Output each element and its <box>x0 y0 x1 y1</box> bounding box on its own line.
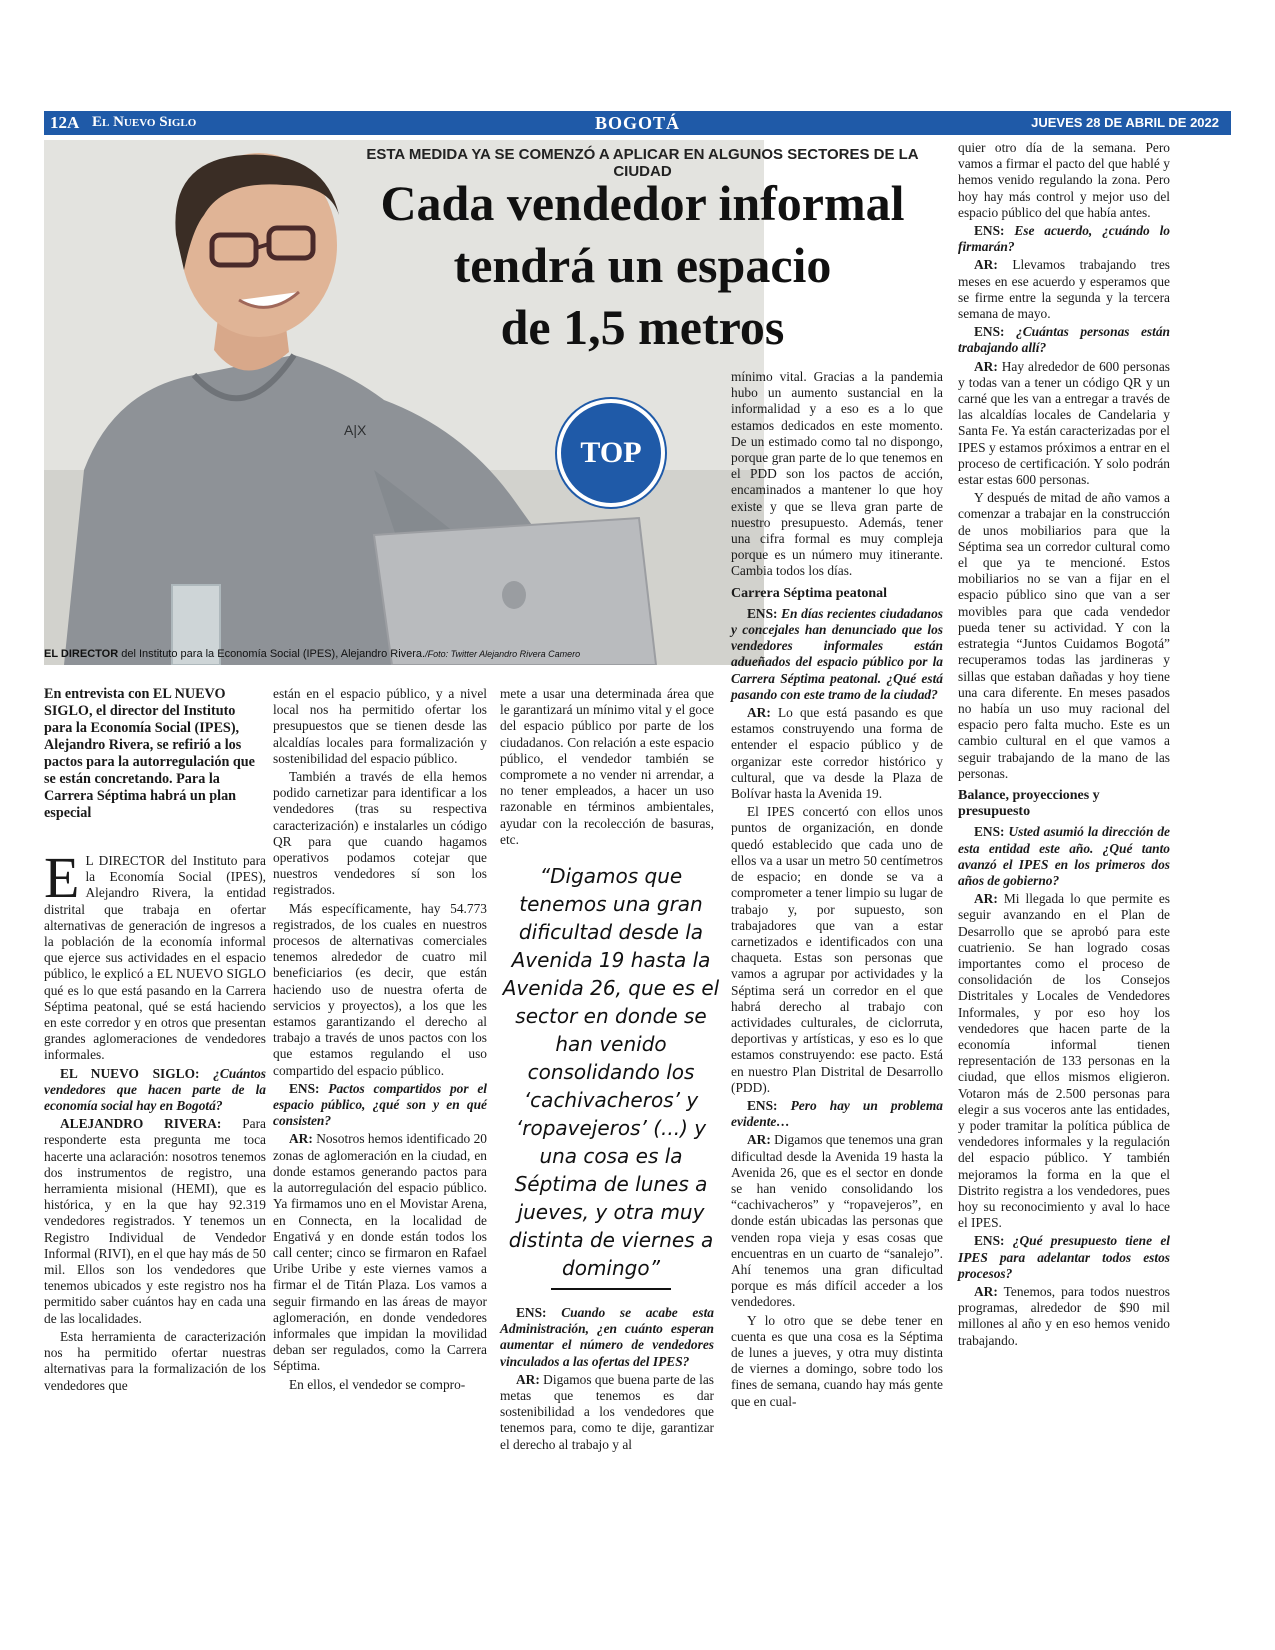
pull-quote: “Digamos que tenemos una gran dificultad desde la Avenida 19 hasta la Avenida 26, que es el sector en donde se han venido consolidando los ‘cachivacheros’ y ‘ropavejeros’ (...) y una cosa es la Séptima de lunes a jueves, y otra muy distinta de viernes a domingo” <box>502 864 720 1280</box>
question: EL NUEVO SIGLO: ¿Cuántos vendedores que hacen parte de la economía social hay en Bogotá? <box>44 1065 266 1114</box>
answer: AR: Nosotros hemos identificado 20 zonas de aglomeración en la ciudad, en donde estamos generando pactos para la autorregulación del espacio público. Ya firmamos uno en el Movistar Arena, en Connecta, en la localidad de Engativá y en donde están todos los call center; cinco se firmaron en Rafael Uribe Uribe y este viernes vamos a firmar el de Titán Plaza. Los vamos a seguir firmando en las áreas de mayor aglomeración, en donde vendedores informales que impidan la movilidad deban ser regulados, como la Carrera Séptima. <box>273 1131 487 1374</box>
paragraph: Y después de mitad de año vamos a comenzar a trabajar en la construcción de unos mobiliarios para que la Séptima sea un corredor cultural como el que ya te mencioné. Estos mobiliarios no se van a fijar en el espacio público sino que van a ser movibles para que cada vendedor pueda tener su actividad. Y con la estrategia “Juntos Cuidamos Bogotá” recuperamos todas las jardineras y sillas que estaban dañadas y hoy tiene una cara diferente. En meses pasados no había un uso muy racional del espacio pero falta mucho. Este es un cambio cultural en el que vamos a seguir trabajando de la mano de las personas. <box>958 490 1170 781</box>
answer: AR: Tenemos, para todos nuestros programas, alrededor de $90 mil millones al año y en eso hemos venido trabajando. <box>958 1284 1170 1348</box>
subheading: Carrera Séptima peatonal <box>731 585 888 601</box>
section-title: BOGOTÁ <box>594 113 680 133</box>
answer: ALEJANDRO RIVERA: Para responderte esta pregunta me toca hacerte una aclaración: nosotros tenemos dos instrumentos de registro, una herramienta misional (HEMI), que es histórica, y en la que hay 92.319 vendedores registrados. Y tenemos un Registro Individual de Vendedor Informal (RIVI), en el que hay más de 50 mil. Ellos son los vendedores que tenemos ubicados y este registro nos ha permitido saber cuántos hay en cada una de las localidades. <box>44 1116 266 1326</box>
caption-credit: /Foto: Twitter Alejandro Rivera Camero <box>425 649 581 659</box>
newspaper-name: El Nuevo Siglo <box>92 114 197 130</box>
headline-line-2: tendrá un espacio <box>453 237 832 293</box>
question: ENS: Pactos compartidos por el espacio público, ¿qué son y en qué consisten? <box>273 1080 487 1129</box>
question: ENS: ¿Qué presupuesto tiene el IPES para adelantar todos estos procesos? <box>958 1233 1170 1281</box>
paragraph: Y lo otro que se debe tener en cuenta es que una cosa es la Séptima de lunes a jueves, y otra muy distinta de viernes a domingo, sobre todo los fines de semana, cuando hay más gente que en cual- <box>731 1312 943 1409</box>
question: ENS: Usted asumió la dirección de esta entidad este año. ¿Qué tanto avanzó el IPES en los primeros dos años de gobierno? <box>958 824 1170 888</box>
column-3-bottom <box>500 1305 714 1455</box>
drop-cap: E <box>44 845 80 910</box>
answer: AR: Hay alrededor de 600 personas y todas van a tener un código QR y un carné que les van a entregar a través de las alcaldías locales de Candelaria y Santa Fe. Ya están caracterizadas por el IPES y estamos próximos a entrar en el proceso de certificación. Y solo podrán estar estas 600 personas. <box>958 358 1170 488</box>
headline-line-3: de 1,5 metros <box>500 299 785 355</box>
pull-quote-rule <box>551 1288 671 1290</box>
question: ENS: Pero hay un problema evidente… <box>731 1097 943 1130</box>
column-1 <box>44 845 266 1396</box>
paragraph: mínimo vital. Gracias a la pandemia hubo un aumento sustancial en la informalidad y a eso es a lo que estamos dedicados en este momento. De un estimado como tal no dispongo, porque gran parte de lo que tenemos en el PDD son los pactos de acción, encaminados a mantener lo que hoy existe y que se lleva gran parte de nuestro presupuesto. Además, tener una cifra formal es muy compleja porque es un número muy itinerante. Cambia todos los días. <box>731 369 943 579</box>
column-3-top <box>500 686 714 850</box>
subheading: Balance, proyecciones y presupuesto <box>958 787 1100 820</box>
question: ENS: ¿Cuántas personas están trabajando allí? <box>958 324 1170 356</box>
paragraph: Más específicamente, hay 54.773 registrados, de los cuales en nuestros procesos de alternativas comerciales tenemos alrededor de cuatro mil beneficiarios (es decir, que están haciendo uso de nuestra oferta de servicios y proyectos), a los que les estamos garantizando el derecho al trabajo a través de unos pactos con los que estamos regulando el uso compartido del espacio público. <box>273 900 487 1078</box>
column-5 <box>958 140 1170 1351</box>
paragraph: También a través de ella hemos podido carnetizar para identificar a los vendedores (tras su respectiva caracterización) e instalarles un código QR para que cuando hagamos operativos podamos cotejar que nuestros vendedores sí son los registrados. <box>273 769 487 898</box>
column-4 <box>731 369 943 1412</box>
paragraph: El IPES concertó con ellos unos puntos de organización, en donde quedó establecido que cada uno de ellos va a usar un metro 50 centímetros de espacio; en donde se va a comprometer a tener limpio su lugar de trabajo y, por supuesto, son trabajadores que van a estar carnetizados e identificados con una chaqueta. Estas son personas que vamos a agrupar por actividades y la Séptima será un corredor en el que habrá derecho al trabajo con actividades culturales, de ciclorruta, deportivas y artísticas, y eso es lo que estamos construyendo: ese pacto. Está en nuestro Plan Distrital de Desarrollo (PDD). <box>731 804 943 1095</box>
answer: AR: Mi llegada lo que permite es seguir avanzando en el Plan de Desarrollo que se aprobó para este cuatrienio. Se han logrado cosas importantes como el proceso de consolidación de los Consejos Distritales y Locales de Vendedores Informales, y por eso hoy los vendedores que hacen parte de la economía informal tienen representación de 133 personas en la ciudad, que ellos mismos eligieron. Votaron más de 2.500 personas para elegir a sus voceros ante las entidades, y poder tramitar la política pública de vendedores informales y la regulación del espacio público. Y también mejoramos la forma en la que el Distrito registra a los vendedores, pues hoy su reconocimiento y aval lo hace el IPES. <box>958 891 1170 1231</box>
column-2 <box>273 686 487 1395</box>
headline-line-1: Cada vendedor informal <box>380 175 905 231</box>
section-header-bar <box>44 111 1231 135</box>
caption-text: del Instituto para la Economía Social (IPES), Alejandro Rivera. <box>118 648 426 660</box>
headline <box>340 172 945 358</box>
question: ENS: Cuando se acabe esta Administración, ¿en cuánto esperan aumentar el número de vendedores vinculados a las ofertas del IPES? <box>500 1305 714 1369</box>
answer: AR: Lo que está pasando es que estamos construyendo una forma de entender el espacio público y de organizar este corredor histórico y cultural, que va desde la Plaza de Bolívar hasta la Avenida 19. <box>731 705 943 802</box>
paragraph: quier otro día de la semana. Pero vamos a firmar el pacto del que hablé y hemos venido regulando la zona. Pero hoy hay más control y mejor uso del espacio público del que había antes. <box>958 140 1170 220</box>
paragraph: mete a usar una determinada área que le garantizará un mínimo vital y el goce del espacio público por parte de los ciudadanos. Con relación a este espacio público, el vendedor también se compromete a no vender ni arrendar, a no tener empleados, a hacer un uso razonable en términos ambientales, ayudar con la recolección de basuras, etc. <box>500 686 714 847</box>
issue-date: JUEVES 28 DE ABRIL DE 2022 <box>1031 115 1219 130</box>
paragraph: están en el espacio público, y a nivel local nos ha permitido ofertar los presupuestos que se tienen desde las alcaldías locales para formalización y sostenibilidad del espacio público. <box>273 686 487 766</box>
question: ENS: En días recientes ciudadanos y concejales han denunciado que los vendedores informales están adueñados del espacio público por la Carrera Séptima peatonal. ¿Qué está pasando con este tramo de la ciudad? <box>731 605 943 702</box>
top-badge: TOP <box>557 399 665 507</box>
question: ENS: Ese acuerdo, ¿cuándo lo firmarán? <box>958 223 1170 255</box>
paragraph: Esta herramienta de caracterización nos ha permitido ofertar nuestras alternativas para la formalización de los vendedores que <box>44 1328 266 1393</box>
kicker: ESTA MEDIDA YA SE COMENZÓ A APLICAR EN ALGUNOS SECTORES DE LA CIUDAD <box>366 146 919 180</box>
caption-lead: EL DIRECTOR <box>44 648 119 660</box>
answer: AR: Digamos que tenemos una gran dificultad desde la Avenida 19 hasta la Avenida 26, que es el sector en donde se han venido consolidando los “cachivacheros” y “ropavejeros”, en donde están ubicadas las personas que venden ropa vieja y esas cosas que encuentras en un cuarto de “sanalejo”. Ahí tenemos una gran dificultad porque es más difícil acceder a los vendedores. <box>731 1132 943 1310</box>
paragraph: L DIRECTOR del Instituto para la Economía Social (IPES), Alejandro Rivera, la entidad distrital que trabaja en ofertar alternativas de generación de ingresos a la población de la economía informal que ejerce sus actividades en el espacio público, le explicó a EL NUEVO SIGLO qué es lo que está pasando en la Carrera Séptima peatonal, qué se está haciendo en este corredor y en otros que presentan grandes aglomeraciones de vendedores informales. <box>44 853 266 1063</box>
page-number: 12A <box>50 113 80 132</box>
answer: AR: Llevamos trabajando tres meses en ese acuerdo y esperamos que se firme entre la segunda y la tercera semana de mayo. <box>958 257 1170 322</box>
article-lead: En entrevista con EL NUEVO SIGLO, el director del Instituto para la Economía Social (IPES), Alejandro Rivera, se refirió a los pactos para la autorregulación que se están concretando. Para la Carrera Séptima habrá un plan especial <box>44 686 255 821</box>
answer: AR: Digamos que buena parte de las metas que tenemos es dar sostenibilidad a los vendedores que tenemos para, como te dije, garantizar el derecho al trabajo y al <box>500 1371 714 1452</box>
photo-caption <box>44 648 764 660</box>
shirt-logo: A|X <box>344 422 367 438</box>
paragraph: En ellos, el vendedor se compro- <box>289 1376 466 1392</box>
